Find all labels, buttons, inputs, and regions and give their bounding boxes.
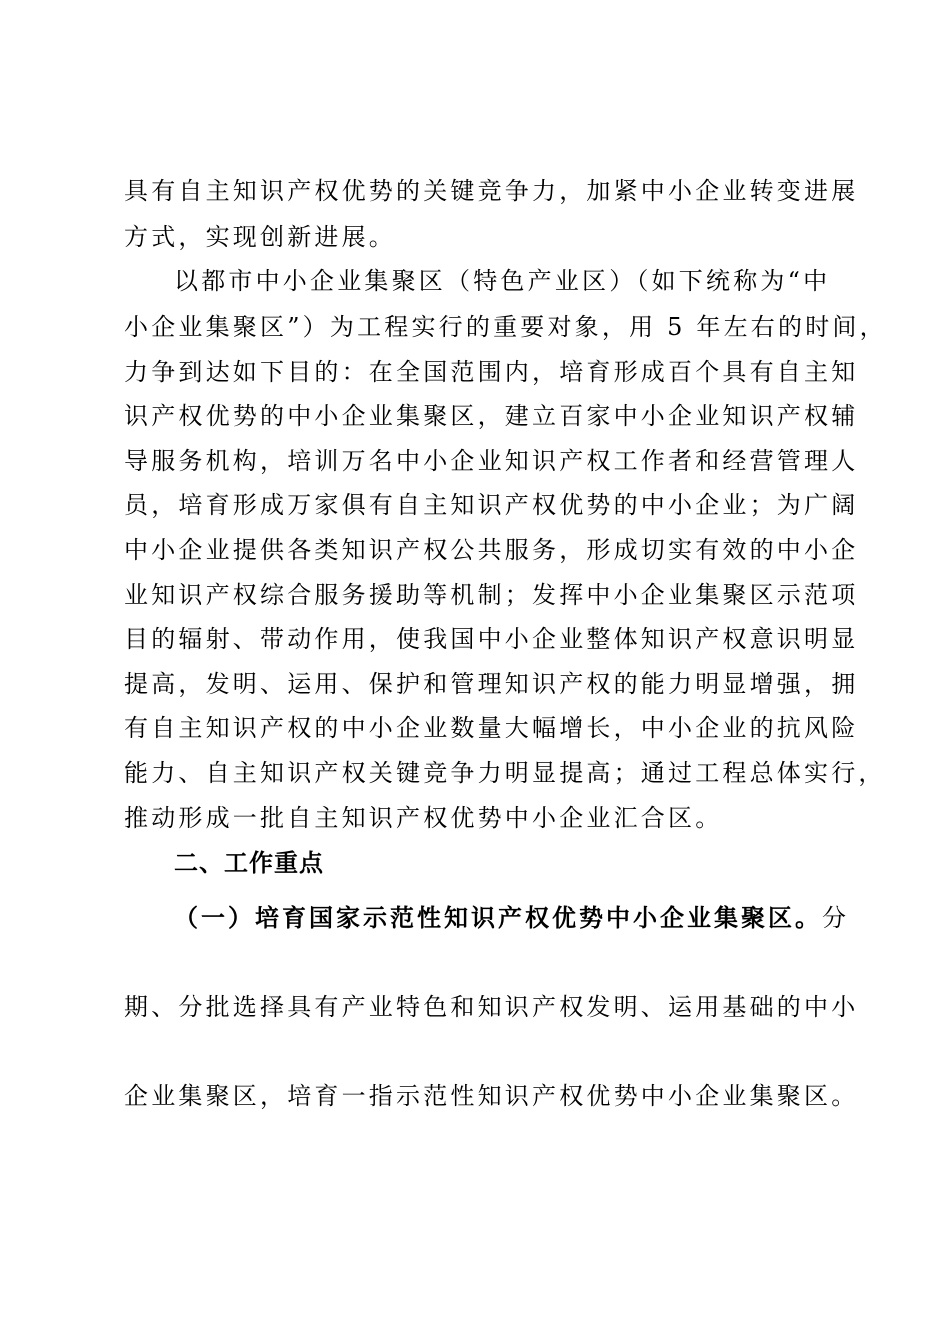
section-heading: 二、工作重点	[174, 849, 324, 877]
paragraph-line: 以都市中小企业集聚区（特色产业区）（如下统称为“中	[174, 267, 831, 295]
paragraph-line: 方式，实现创新进展。	[124, 223, 396, 251]
paragraph-line: 推动形成一批自主知识产权优势中小企业汇合区。	[124, 804, 723, 832]
paragraph-line: 中小企业提供各类知识产权公共服务，形成切实有效的中小企	[124, 536, 859, 564]
paragraph-line: 员，培育形成万家俱有自主知识产权优势的中小企业；为广阔	[124, 491, 859, 519]
paragraph-line: 能力、自主知识产权关键竞争力明显提高；通过工程总体实行，	[124, 759, 886, 787]
subheading-line	[174, 903, 849, 933]
paragraph-line: 具有自主知识产权优势的关键竞争力，加紧中小企业转变进展	[124, 177, 859, 205]
paragraph-line: 企业集聚区，培育一指示范性知识产权优势中小企业集聚区。	[124, 1082, 859, 1110]
paragraph-line: 导服务机构，培训万名中小企业知识产权工作者和经营管理人	[124, 447, 859, 475]
paragraph-line: 提高，发明、运用、保护和管理知识产权的能力明显增强，拥	[124, 670, 859, 698]
paragraph-line: 业知识产权综合服务援助等机制；发挥中小企业集聚区示范项	[124, 581, 859, 609]
paragraph-line: 小企业集聚区”）为工程实行的重要对象，用 5 年左右的时间，	[124, 313, 887, 341]
paragraph-line: 有自主知识产权的中小企业数量大幅增长，中小企业的抗风险	[124, 714, 859, 742]
subheading-bold: （一）培育国家示范性知识产权优势中小企业集聚区。	[174, 904, 822, 932]
subheading-tail: 分	[822, 904, 850, 932]
paragraph-line: 识产权优势的中小企业集聚区，建立百家中小企业知识产权辅	[124, 402, 859, 430]
paragraph-line: 期、分批选择具有产业特色和知识产权发明、运用基础的中小	[124, 993, 859, 1021]
paragraph-line: 力争到达如下目的：在全国范围内，培育形成百个具有自主知	[124, 358, 859, 386]
paragraph-line: 目的辐射、带动作用，使我国中小企业整体知识产权意识明显	[124, 625, 859, 653]
